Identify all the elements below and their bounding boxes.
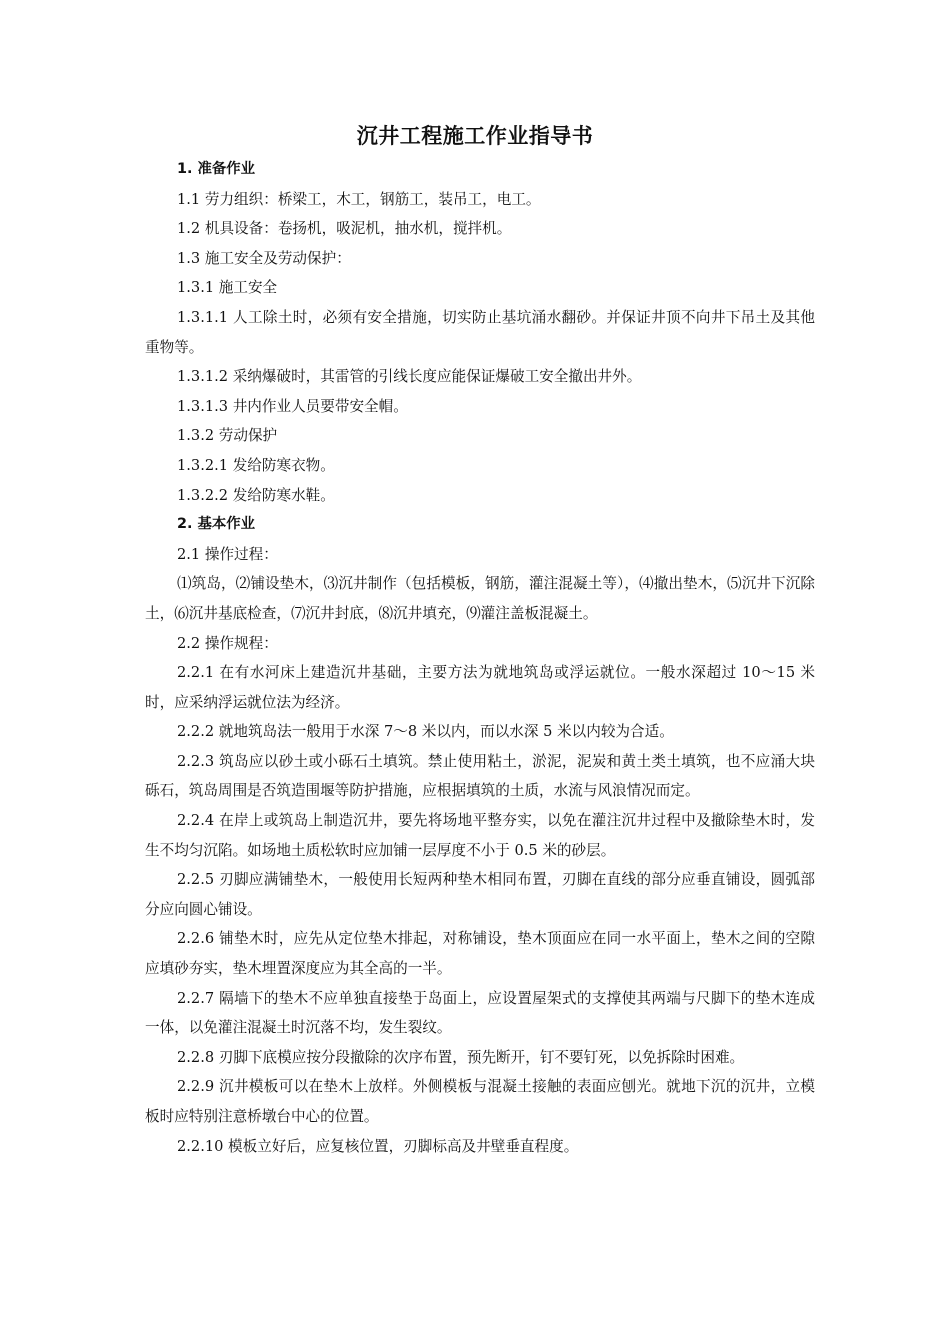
paragraph: 1.1 劳力组织：桥梁工，木工，钢筋工，装吊工，电工。 bbox=[177, 190, 541, 208]
paragraph: 2.2.4 在岸上或筑岛上制造沉井，要先将场地平整夯实，以免在灌注沉井过程中及撤除垫木时，发生不均匀沉陷。如场地土质松软时应加铺一层厚度不小于 0.5 米的砂层。 bbox=[145, 812, 815, 859]
paragraph: 1.3.2.1 发给防寒衣物。 bbox=[177, 456, 335, 474]
paragraph: ⑴筑岛，⑵铺设垫木，⑶沉井制作（包括模板，钢筋，灌注混凝土等），⑷撤出垫木，⑸沉井下沉除土，⑹沉井基底检查，⑺沉井封底，⑻沉井填充，⑼灌注盖板混凝土。 bbox=[145, 575, 815, 622]
paragraph: 2.2.6 铺垫木时，应先从定位垫木排起，对称铺设，垫木顶面应在同一水平面上，垫木之间的空隙应填砂夯实，垫木埋置深度应为其全高的一半。 bbox=[145, 930, 815, 978]
paragraph: 1.3.1.3 井内作业人员要带安全帽。 bbox=[177, 397, 408, 415]
paragraph: 1.3.1.1 人工除土时，必须有安全措施，切实防止基坑涌水翻砂。并保证井顶不向井下吊土及其他重物等。 bbox=[145, 308, 815, 356]
paragraph: 2.2.5 刃脚应满铺垫木，一般使用长短两种垫木相同布置，刃脚在直线的部分应垂直铺设，圆弧部分应向圆心铺设。 bbox=[145, 871, 815, 918]
paragraph: 2.2.10 模板立好后，应复核位置，刃脚标高及井壁垂直程度。 bbox=[177, 1137, 579, 1155]
section-heading: 1. 准备作业 bbox=[177, 161, 256, 177]
paragraph: 2.2.1 在有水河床上建造沉井基础，主要方法为就地筑岛或浮运就位。一般水深超过 10～15 米时，应采纳浮运就位法为经济。 bbox=[145, 664, 815, 711]
document-body bbox=[145, 155, 815, 1161]
paragraph: 2.2.2 就地筑岛法一般用于水深 7～8 米以内，而以水深 5 米以内较为合适。 bbox=[177, 723, 674, 741]
paragraph: 2.2 操作规程： bbox=[177, 634, 278, 652]
paragraph: 1.3.1.2 采纳爆破时，其雷管的引线长度应能保证爆破工安全撤出井外。 bbox=[177, 368, 642, 386]
paragraph: 1.3.1 施工安全 bbox=[177, 279, 278, 297]
paragraph: 2.2.9 沉井模板可以在垫木上放样。外侧模板与混凝土接触的表面应刨光。就地下沉的沉井，立模板时应特别注意桥墩台中心的位置。 bbox=[145, 1078, 815, 1125]
document-title: 沉井工程施工作业指导书 bbox=[356, 124, 594, 148]
paragraph: 2.1 操作过程： bbox=[177, 545, 278, 563]
section-heading: 2. 基本作业 bbox=[177, 516, 256, 533]
paragraph: 2.2.8 刃脚下底模应按分段撤除的次序布置，预先断开，钉不要钉死，以免拆除时困难。 bbox=[177, 1048, 745, 1066]
paragraph: 1.2 机具设备：卷扬机，吸泥机，抽水机，搅拌机。 bbox=[177, 220, 512, 238]
paragraph: 1.3.2 劳动保护 bbox=[177, 427, 278, 445]
paragraph: 2.2.3 筑岛应以砂土或小砾石土填筑。禁止使用粘土，淤泥，泥炭和黄土类土填筑，也不应涌大块砾石，筑岛周围是否筑造围堰等防护措施，应根据填筑的土质，水流与风浪情况而定。 bbox=[145, 752, 815, 800]
paragraph: 2.2.7 隔墙下的垫木不应单独直接垫于岛面上，应设置屋架式的支撑使其两端与尺脚下的垫木连成一体，以免灌注混凝土时沉落不均，发生裂纹。 bbox=[145, 989, 815, 1037]
paragraph: 1.3.2.2 发给防寒水鞋。 bbox=[177, 486, 335, 504]
paragraph: 1.3 施工安全及劳动保护： bbox=[177, 249, 351, 267]
